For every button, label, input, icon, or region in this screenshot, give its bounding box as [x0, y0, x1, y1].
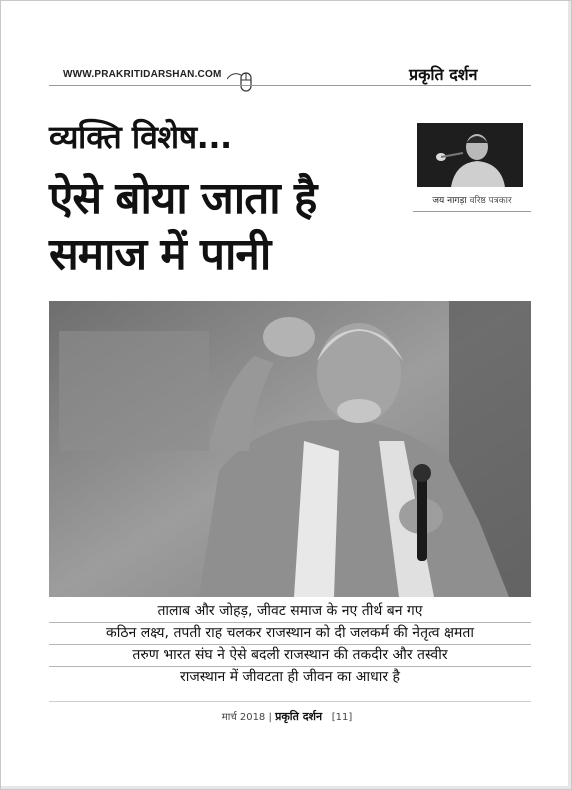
author-name: जय नागड़ा [432, 196, 467, 206]
page-footer [1, 709, 572, 724]
footer-brand: प्रकृति दर्शन [275, 710, 323, 723]
footer-separator: | [268, 712, 272, 723]
mouse-icon [227, 67, 253, 97]
author-rule [413, 211, 531, 212]
author-photo [417, 123, 523, 187]
caption-line: कठिन लक्ष्य, तपती राह चलकर राजस्थान को दी जलकर्म की नेतृत्व क्षमता [49, 623, 531, 645]
author-box [413, 119, 531, 215]
headline-line-1: ऐसे बोया जाता है [49, 173, 317, 224]
headline-line-2: समाज में पानी [49, 229, 271, 280]
page-number: [11] [331, 712, 353, 723]
hero-photo [49, 301, 531, 597]
caption-line: तरुण भारत संघ ने ऐसे बदली राजस्थान की तकदीर और तस्वीर [49, 645, 531, 667]
author-role: वरिष्ठ पत्रकार [469, 196, 512, 206]
article-headline [49, 171, 409, 283]
footer-rule [49, 701, 531, 702]
website-url[interactable]: WWW.PRAKRITIDARSHAN.COM [63, 69, 222, 80]
caption-line: राजस्थान में जीवटता ही जीवन का आधार है [180, 669, 400, 685]
header-rule [49, 85, 531, 86]
caption-list [49, 601, 531, 688]
caption-line: तालाब और जोहड़, जीवट समाज के नए तीर्थ बन गए [49, 601, 531, 623]
section-kicker: व्यक्ति विशेष... [49, 118, 232, 156]
author-credit [413, 193, 531, 206]
issue-date: मार्च 2018 [221, 712, 266, 723]
masthead-logo: प्रकृति दर्शन [409, 65, 478, 84]
